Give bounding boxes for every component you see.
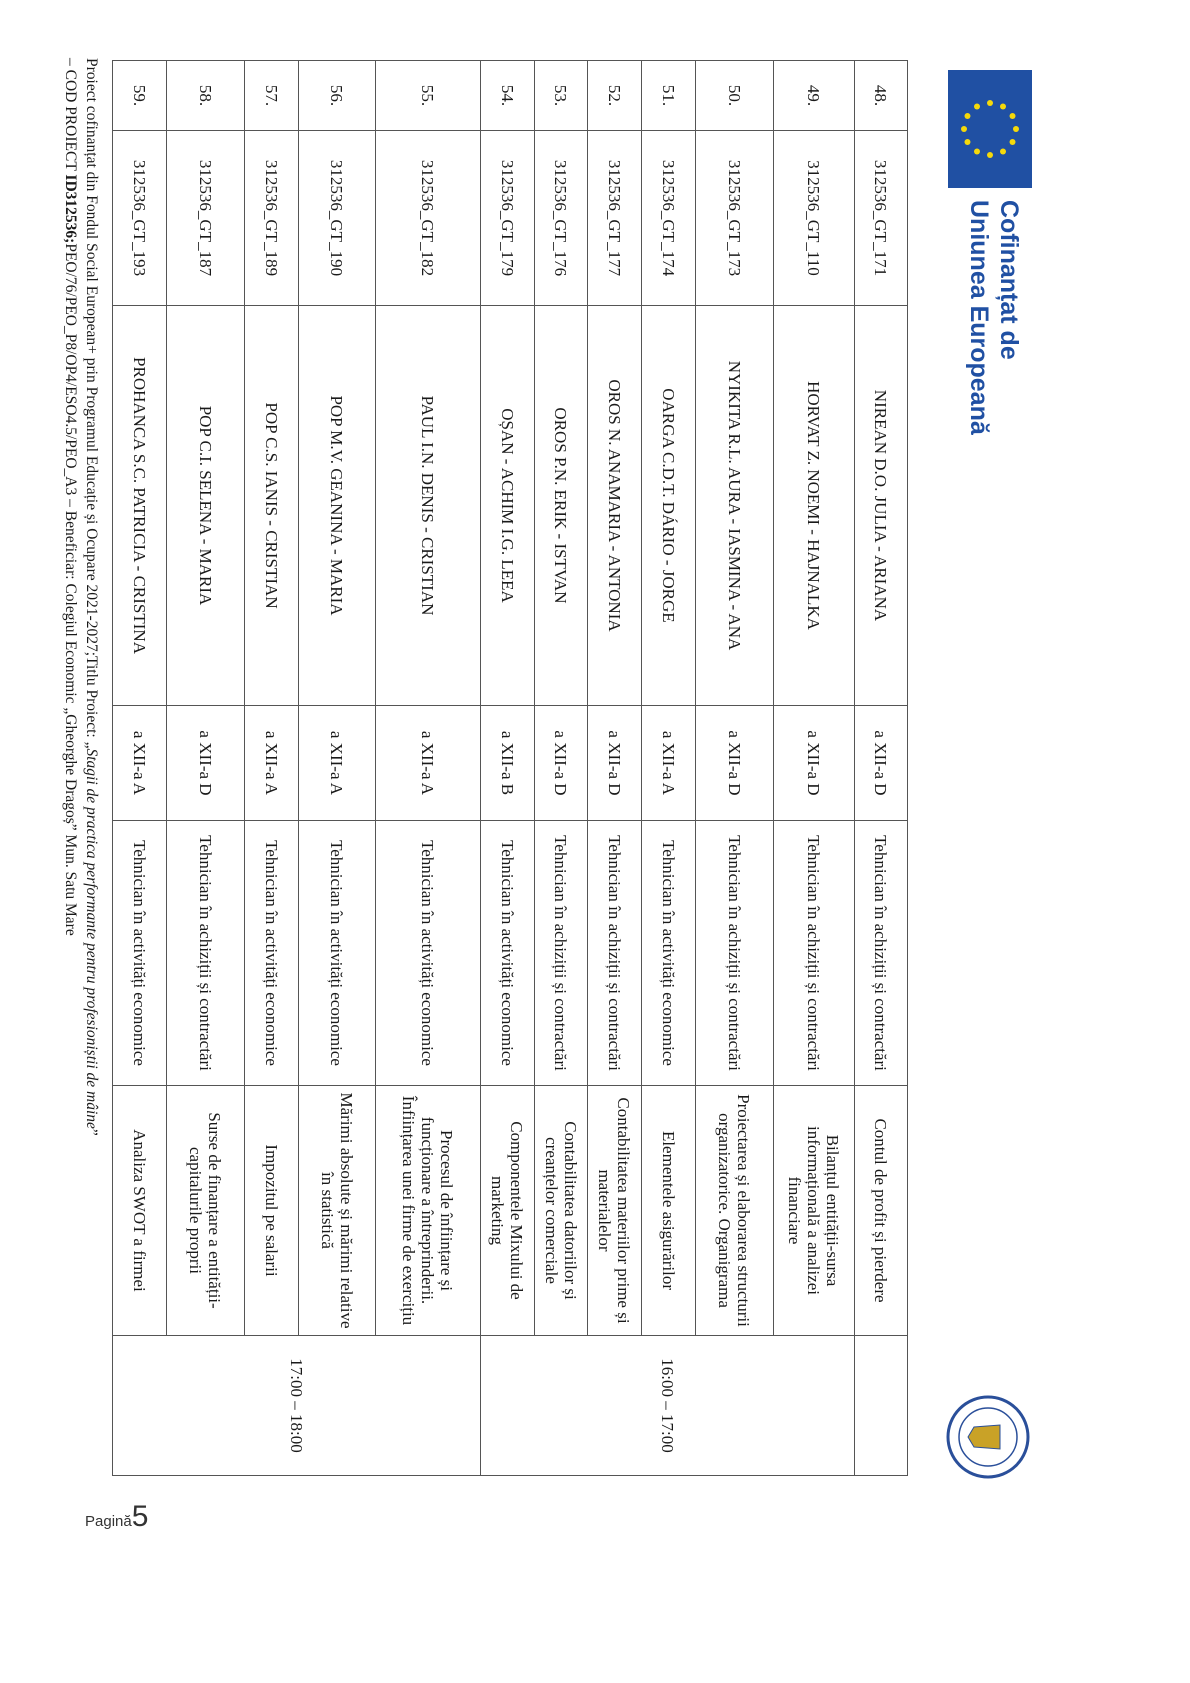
cell-topic: Procesul de înființare și funcționare a întreprinderii. Înființarea unei firme de exercițiu — [376, 1086, 481, 1336]
eu-star-icon — [974, 103, 980, 109]
cell-class: a XII-a A — [299, 706, 376, 821]
cell-code: 312536_GT_179 — [481, 131, 535, 306]
cell-nr: 49. — [774, 61, 855, 131]
cell-spec: Tehnician în activități economice — [481, 821, 535, 1086]
cell-class: a XII-a A — [376, 706, 481, 821]
cell-nr: 51. — [642, 61, 696, 131]
table-row — [535, 61, 588, 1476]
table-row — [696, 61, 774, 1476]
cell-nr: 50. — [696, 61, 774, 131]
cell-topic: Elementele asigurărilor — [642, 1086, 696, 1336]
cell-nr: 54. — [481, 61, 535, 131]
cell-class: a XII-a A — [245, 706, 299, 821]
eu-star-icon — [961, 126, 967, 132]
cell-spec: Tehnician în activități economice — [113, 821, 167, 1086]
cell-class: a XII-a D — [167, 706, 245, 821]
cell-nr: 55. — [376, 61, 481, 131]
cell-code: 312536_GT_187 — [167, 131, 245, 306]
cell-name: POP C.I. SELENA - MARIA — [167, 306, 245, 706]
students-table — [112, 60, 908, 1476]
cell-spec: Tehnician în activități economice — [245, 821, 299, 1086]
cell-nr: 56. — [299, 61, 376, 131]
cell-name: POP C.S. IANIS - CRISTIAN — [245, 306, 299, 706]
cell-name: OARGA C.D.T. DÁRIO - JORGE — [642, 306, 696, 706]
cell-name: OROS P.N. ERIK - ISTVAN — [535, 306, 588, 706]
cell-name: POP M.V. GEANINA - MARIA — [299, 306, 376, 706]
cell-spec: Tehnician în activități economice — [299, 821, 376, 1086]
eu-flag-logo — [948, 70, 1032, 188]
footer-line1: Proiect cofinanțat din Fondul Social European+ prin Programul Educație și Ocupare 2021-2027;Titlu Proiect: „ — [83, 58, 100, 749]
cell-spec: Tehnician în achiziții și contractări — [588, 821, 642, 1086]
cell-code: 312536_GT_193 — [113, 131, 167, 306]
cell-code: 312536_GT_182 — [376, 131, 481, 306]
cell-topic: Contabilitatea materiilor prime și materialelor — [588, 1086, 642, 1336]
eu-star-icon — [1013, 126, 1019, 132]
cell-class: a XII-a A — [642, 706, 696, 821]
cell-code: 312536_GT_189 — [245, 131, 299, 306]
cell-topic: Surse de finanțare a entității-capitalurile proprii — [167, 1086, 245, 1336]
eu-line-1: Cofinanțat de — [995, 200, 1023, 360]
cell-topic: Bilanțul entității-sursa informațională a analizei financiare — [774, 1086, 855, 1336]
footer-project-info — [60, 58, 102, 1558]
cell-class: a XII-a D — [535, 706, 588, 821]
cell-name: NYIKITA R.L. AURA - IASMINA - ANA — [696, 306, 774, 706]
table-row — [774, 61, 855, 1476]
eu-cofinancing-text — [964, 200, 1024, 435]
cell-nr: 58. — [167, 61, 245, 131]
cell-spec: Tehnician în activități economice — [642, 821, 696, 1086]
cell-time — [855, 1336, 908, 1476]
cell-class: a XII-a B — [481, 706, 535, 821]
cell-class: a XII-a A — [113, 706, 167, 821]
cell-spec: Tehnician în activități economice — [376, 821, 481, 1086]
eu-star-icon — [1000, 149, 1006, 155]
footer-quote: ” — [83, 1128, 100, 1136]
cell-class: a XII-a D — [855, 706, 908, 821]
romanian-government-logo — [946, 1395, 1030, 1479]
project-id: ID312536; — [62, 174, 79, 244]
table-row — [167, 61, 245, 1476]
cell-name: PROHANCA S.C. PATRICIA - CRISTINA — [113, 306, 167, 706]
cell-spec: Tehnician în achiziții și contractări — [167, 821, 245, 1086]
cell-nr: 52. — [588, 61, 642, 131]
cell-name: PAUL I.N. DENIS - CRISTIAN — [376, 306, 481, 706]
table-row — [481, 61, 535, 1476]
page-number — [85, 1500, 148, 1534]
cell-topic: Proiectarea și elaborarea structurii organizatorice. Organigrama — [696, 1086, 774, 1336]
footer-beneficiary: PEO/76/PEO_P8/OP4/ESO4.5/PEO_A3 – Beneficiar: Colegiul Economic „Gheorghe Dragoș” Mun. Satu Mare — [62, 243, 79, 936]
cell-nr: 57. — [245, 61, 299, 131]
project-title: Stagii de practica performante pentru profesioniștii de mâine — [83, 748, 100, 1129]
table-row — [376, 61, 481, 1476]
cell-code: 312536_GT_177 — [588, 131, 642, 306]
table-row — [299, 61, 376, 1476]
cell-name: NIREAN D.O. JULIA - ARIANA — [855, 306, 908, 706]
cell-code: 312536_GT_171 — [855, 131, 908, 306]
table-row — [588, 61, 642, 1476]
cell-name: OROS N. ANAMARIA - ANTONIA — [588, 306, 642, 706]
cell-spec: Tehnician în achiziții și contractări — [535, 821, 588, 1086]
table-row — [245, 61, 299, 1476]
table-row — [113, 61, 167, 1476]
cell-spec: Tehnician în achiziții și contractări — [774, 821, 855, 1086]
cell-time: 17:00 – 18:00 — [113, 1336, 481, 1476]
cell-topic: Analiza SWOT a firmei — [113, 1086, 167, 1336]
cell-class: a XII-a D — [696, 706, 774, 821]
cell-spec: Tehnician în achiziții și contractări — [696, 821, 774, 1086]
cell-class: a XII-a D — [588, 706, 642, 821]
eu-star-icon — [987, 152, 993, 158]
page-number-value: 5 — [131, 1500, 149, 1533]
cell-spec: Tehnician în achiziții și contractări — [855, 821, 908, 1086]
cell-nr: 59. — [113, 61, 167, 131]
footer-line2: – COD PROIECT — [62, 58, 79, 175]
cell-topic: Componentele Mixului de marketing — [481, 1086, 535, 1336]
cell-topic: Contabilitatea datoriilor și creanțelor comerciale — [535, 1086, 588, 1336]
cell-code: 312536_GT_174 — [642, 131, 696, 306]
cell-name: HORVAT Z. NOEMI - HAJNALKA — [774, 306, 855, 706]
cell-topic: Impozitul pe salarii — [245, 1086, 299, 1336]
cell-code: 312536_GT_190 — [299, 131, 376, 306]
cell-class: a XII-a D — [774, 706, 855, 821]
cell-code: 312536_GT_110 — [774, 131, 855, 306]
cell-topic: Mărimi absolute și mărimi relative în statistică — [299, 1086, 376, 1336]
cell-name: OȘAN - ACHIM I.G. LEEA — [481, 306, 535, 706]
cell-code: 312536_GT_173 — [696, 131, 774, 306]
eu-star-icon — [964, 113, 970, 119]
table-row — [642, 61, 696, 1476]
cell-time: 16:00 – 17:00 — [481, 1336, 855, 1476]
eu-star-icon — [974, 149, 980, 155]
eu-star-icon — [1010, 139, 1016, 145]
eu-star-icon — [1000, 103, 1006, 109]
eu-star-icon — [987, 100, 993, 106]
eu-star-icon — [964, 139, 970, 145]
page-label: Pagină — [85, 1513, 132, 1530]
table-row — [855, 61, 908, 1476]
eu-star-icon — [1010, 113, 1016, 119]
cell-nr: 48. — [855, 61, 908, 131]
cell-nr: 53. — [535, 61, 588, 131]
cell-code: 312536_GT_176 — [535, 131, 588, 306]
cell-topic: Contul de profit și pierdere — [855, 1086, 908, 1336]
eu-line-2: Uniunea Europeană — [965, 200, 993, 435]
